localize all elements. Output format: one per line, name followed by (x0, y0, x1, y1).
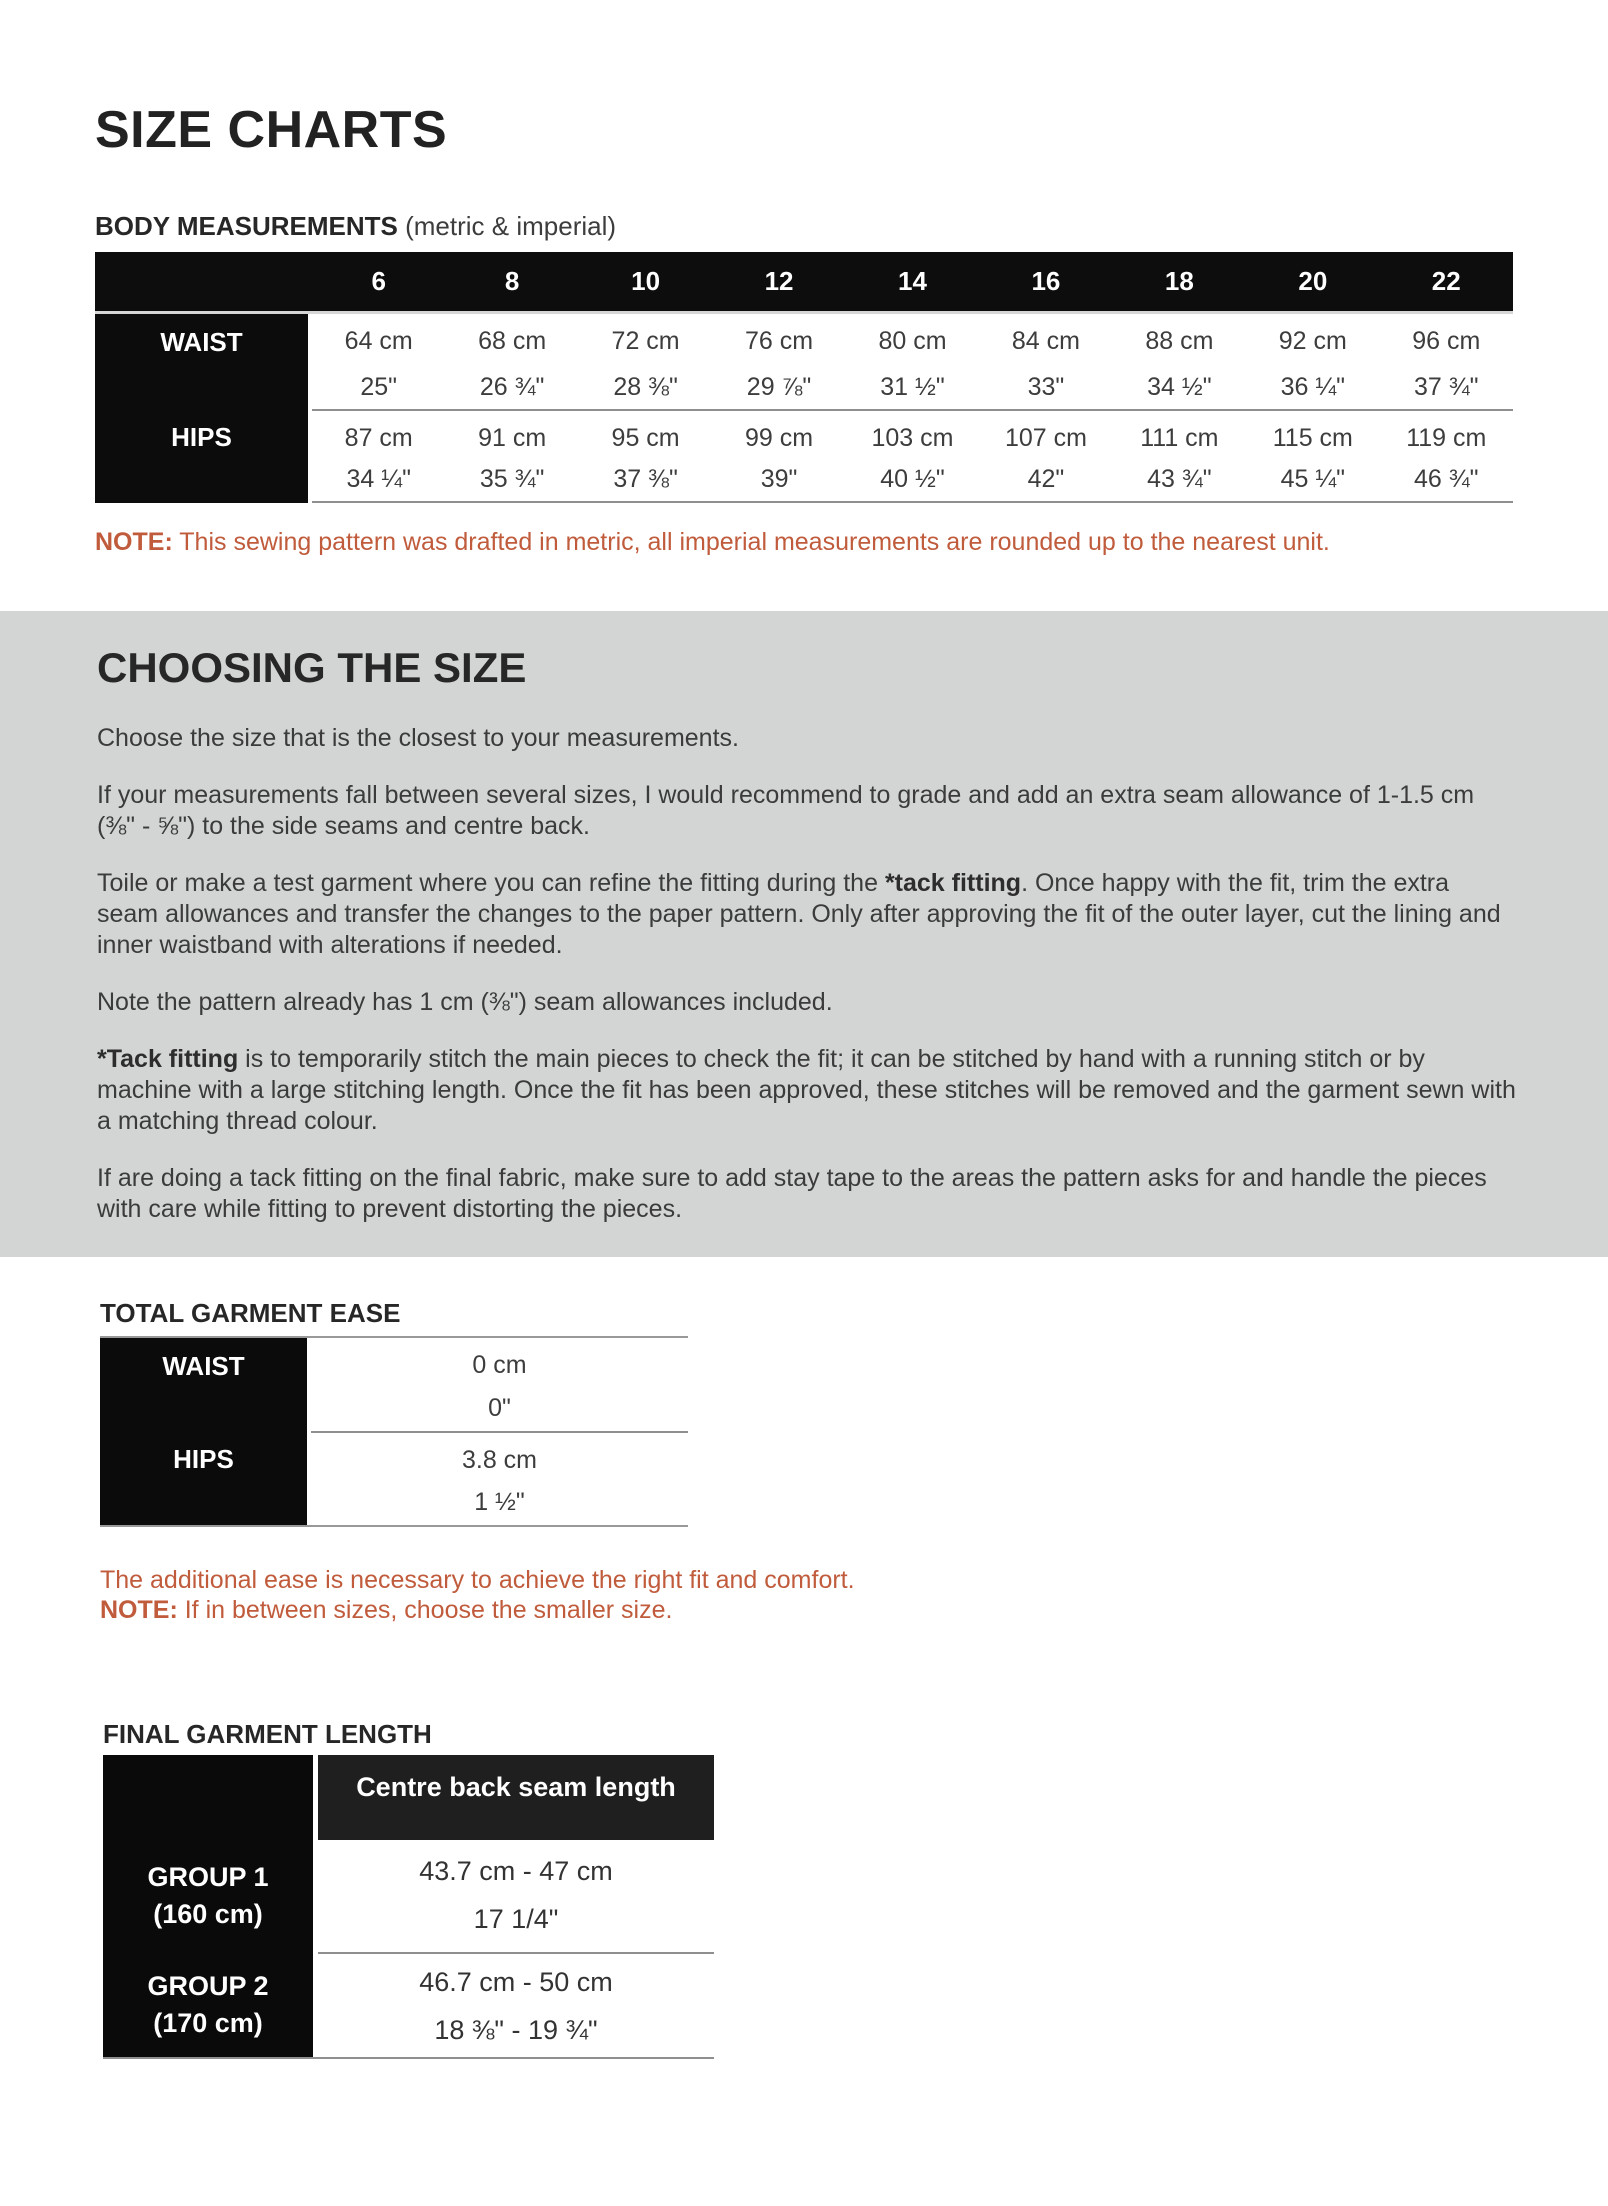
hips-cell: 115 cm 45 ¼" (1272, 424, 1353, 493)
size-col-header: 18 (1164, 266, 1194, 296)
ease-note-line2: If in between sizes, choose the smaller size. (177, 1596, 673, 1624)
garment-length-table (103, 1755, 714, 2059)
body-measurements-heading (95, 211, 1608, 241)
body-measurements-heading-light: (metric & imperial) (397, 211, 617, 241)
waist-cell: 96 cm 37 ¾" (1412, 327, 1481, 401)
group1-label: GROUP 1 (160 cm) (147, 1862, 269, 1929)
waist-cell: 68 cm 26 ¾" (478, 327, 547, 401)
page-title: SIZE CHARTS (95, 101, 448, 159)
paragraph-toile: Toile or make a test garment where you can refine the fitting during the *tack fitting. Once happy with the fit, trim the extra seam allowances and transfer the changes to the paper pattern. Only after approving the fit of the outer layer, cut the lining and inner waistband with alterations if needed. (97, 869, 1501, 959)
choosing-heading: CHOOSING THE SIZE (97, 644, 527, 691)
tack-fitting-term: *Tack fitting (97, 1045, 239, 1073)
hips-cell: 99 cm 39" (745, 424, 814, 493)
body-measurements-body (95, 314, 1513, 503)
hips-cell: 119 cm 46 ¾" (1406, 424, 1487, 493)
length-data-column (318, 1755, 714, 2057)
table-row-waist (312, 314, 1513, 409)
size-col-header: 20 (1298, 266, 1328, 296)
hips-cell: 95 cm 37 ⅜" (611, 424, 680, 493)
ease-note (100, 1565, 1100, 1625)
size-col-header: 12 (764, 266, 794, 296)
garment-ease-heading: TOTAL GARMENT EASE (100, 1298, 401, 1328)
waist-cell: 92 cm 36 ¼" (1278, 327, 1347, 401)
size-col-header: 6 (371, 266, 386, 296)
size-col-header: 8 (504, 266, 520, 296)
size-col-header: 10 (631, 266, 661, 296)
ease-waist-imperial: 0" (488, 1394, 511, 1422)
hips-cell: 87 cm 34 ¼" (344, 424, 413, 493)
waist-row-label: WAIST (95, 314, 308, 409)
garment-length-heading: FINAL GARMENT LENGTH (103, 1719, 432, 1749)
ease-data-column (311, 1338, 688, 1525)
body-measurements-table (95, 252, 1513, 503)
tack-fitting-term: *tack fitting (884, 869, 1022, 897)
size-col-header: 14 (898, 266, 927, 296)
ease-waist-metric: 0 cm (472, 1351, 527, 1379)
waist-cell: 64 cm 25" (344, 327, 413, 401)
ease-label-column (100, 1338, 307, 1525)
group2-metric: 46.7 cm - 50 cm (419, 1967, 613, 1997)
table-row-hips (312, 409, 1513, 503)
centre-back-seam-header: Centre back seam length (318, 1755, 714, 1840)
group2-imperial: 18 ⅜" - 19 ¾" (434, 2015, 598, 2045)
waist-cell: 88 cm 34 ½" (1145, 327, 1214, 401)
paragraph-tack-fitting-definition: *Tack fitting is to temporarily stitch the main pieces to check the fit; it can be stitched by hand with a running stitch or by machine with a large stitching length. Once the fit has been approved, these stitches will be removed and the garment sewn with a matching thread colour. (97, 1045, 1516, 1135)
hips-cell: 107 cm 42" (1004, 424, 1087, 493)
note-label: NOTE: (100, 1596, 178, 1624)
note-label: NOTE: (95, 528, 173, 556)
ease-hips-imperial: 1 ½" (474, 1488, 525, 1516)
paragraph-stay-tape: If are doing a tack fitting on the final fabric, make sure to add stay tape to the areas the pattern asks for and handle the pieces with care while fitting to prevent distorting the pieces. (97, 1164, 1487, 1223)
garment-ease-table (100, 1336, 688, 1527)
group2-values (318, 1952, 714, 2057)
size-col-header: 22 (1431, 266, 1461, 296)
metric-note (95, 527, 1515, 557)
hips-cell: 103 cm 40 ½" (871, 424, 954, 493)
waist-cell: 76 cm 29 ⅞" (745, 327, 814, 401)
waist-cell: 72 cm 28 ⅜" (611, 327, 680, 401)
body-measurements-heading-bold: BODY MEASUREMENTS (95, 211, 398, 241)
length-header-spacer (103, 1755, 313, 1840)
hips-cell: 91 cm 35 ¾" (478, 424, 547, 493)
body-measurements-data (312, 314, 1513, 503)
ease-waist-label: WAIST (162, 1351, 245, 1381)
size-col-header: 16 (1031, 266, 1061, 296)
hips-cell: 111 cm 43 ¾" (1140, 424, 1219, 493)
waist-cell: 80 cm 31 ½" (878, 327, 947, 401)
ease-hips-label: HIPS (173, 1444, 234, 1474)
choosing-the-size-section (0, 611, 1608, 1257)
waist-cell: 84 cm 33" (1011, 327, 1080, 401)
hips-row-label: HIPS (95, 409, 308, 503)
row-label-column (95, 314, 312, 503)
group2-label: GROUP 2 (170 cm) (147, 1970, 269, 2038)
paragraph-choose-closest: Choose the size that is the closest to your measurements. (97, 724, 739, 752)
ease-note-line1: The additional ease is necessary to achieve the right fit and comfort. (100, 1566, 855, 1594)
size-charts-page (0, 101, 1608, 2059)
ease-waist-values (311, 1338, 688, 1431)
group1-metric: 43.7 cm - 47 cm (419, 1856, 613, 1886)
group1-imperial: 17 1/4" (473, 1904, 559, 1934)
length-label-column (103, 1755, 313, 2057)
group1-values (318, 1840, 714, 1952)
note-text: This sewing pattern was drafted in metric, all imperial measurements are rounded up to the nearest unit. (172, 528, 1330, 556)
paragraph-seam-allowance: Note the pattern already has 1 cm (⅜") seam allowances included. (97, 988, 833, 1016)
ease-hips-metric: 3.8 cm (461, 1446, 538, 1474)
paragraph-between-sizes: If your measurements fall between several sizes, I would recommend to grade and add an extra seam allowance of 1-1.5 cm (⅜" - ⅝") to the side seams and centre back. (97, 781, 1475, 840)
size-header-row (95, 252, 1513, 314)
ease-hips-values (311, 1431, 688, 1525)
